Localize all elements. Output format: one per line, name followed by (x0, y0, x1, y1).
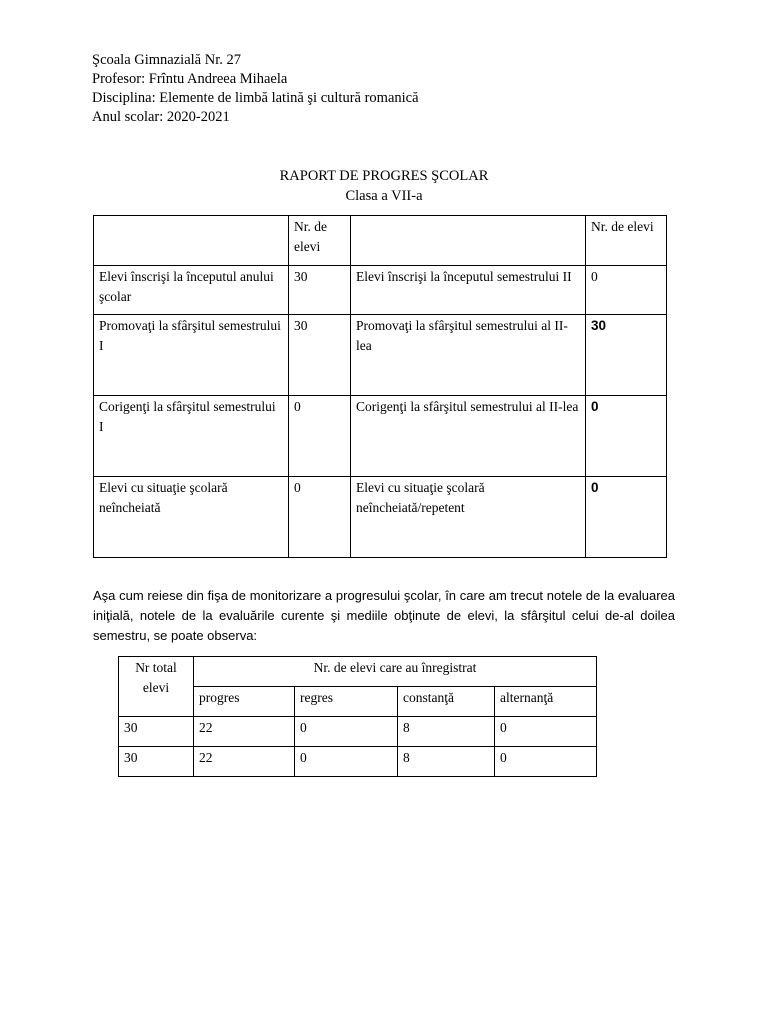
table-cell: 8 (398, 717, 495, 747)
column-header: constanţă (398, 687, 495, 717)
row-label: Promovaţi la sfârşitul semestrului I (94, 315, 289, 396)
row-value: 30 (289, 315, 351, 396)
table-row (119, 747, 597, 777)
row-label: Elevi cu situaţie şcolară neîncheiată (94, 477, 289, 558)
discipline: Disciplina: Elemente de limbă latină şi cultură romanică (92, 90, 419, 106)
column-header: Nr. de elevi (586, 216, 667, 266)
group-header: Nr. de elevi care au înregistrat (194, 657, 597, 687)
table-row (94, 396, 667, 477)
table-cell: 30 (119, 717, 194, 747)
table-row (94, 216, 667, 266)
table-cell: 22 (194, 717, 295, 747)
table-cell: 0 (495, 717, 597, 747)
teacher-name: Profesor: Frîntu Andreea Mihaela (92, 71, 288, 87)
table-cell: 0 (495, 747, 597, 777)
row-value: 0 (586, 477, 667, 558)
row-value: 0 (289, 396, 351, 477)
row-label: Corigenţi la sfârşitul semestrului al II-lea (351, 396, 586, 477)
report-title-block (0, 166, 768, 206)
table-row (119, 657, 597, 687)
row-label: Promovaţi la sfârşitul semestrului al II-lea (351, 315, 586, 396)
row-value: 0 (586, 266, 667, 315)
body-paragraph: Aşa cum reiese din fişa de monitorizare a progresului şcolar, în care am trecut notele de la evaluarea iniţială, notele de la evaluările curente şi mediile obţinute de elevi, la sfârşitul celui de-al doilea semestru, se poate observa: (93, 588, 675, 643)
table-row (94, 477, 667, 558)
school-name: Şcoala Gimnazială Nr. 27 (92, 52, 241, 68)
column-header: Nr total elevi (119, 657, 194, 717)
table-cell: 8 (398, 747, 495, 777)
row-label: Corigenţi la sfârşitul semestrului I (94, 396, 289, 477)
table-cell (94, 216, 289, 266)
table-cell: 22 (194, 747, 295, 777)
row-label: Elevi cu situaţie şcolară neîncheiată/repetent (351, 477, 586, 558)
document-header (92, 51, 419, 127)
column-header: Nr. de elevi (289, 216, 351, 266)
school-year: Anul scolar: 2020-2021 (92, 109, 230, 125)
row-value: 30 (289, 266, 351, 315)
row-label: Elevi înscrişi la începutul anului şcolar (94, 266, 289, 315)
table-cell (351, 216, 586, 266)
row-value: 0 (289, 477, 351, 558)
table-cell: 0 (295, 717, 398, 747)
column-header: progres (194, 687, 295, 717)
table-row (94, 266, 667, 315)
column-header: alternanţă (495, 687, 597, 717)
row-value: 0 (586, 396, 667, 477)
report-title: RAPORT DE PROGRES ŞCOLAR (279, 168, 489, 184)
status-table (93, 215, 667, 558)
row-label: Elevi înscrişi la începutul semestrului II (351, 266, 586, 315)
table-row (94, 315, 667, 396)
row-value: 30 (586, 315, 667, 396)
report-class: Clasa a VII-a (345, 188, 423, 204)
table-cell: 0 (295, 747, 398, 777)
table-cell: 30 (119, 747, 194, 777)
column-header: regres (295, 687, 398, 717)
progress-table (118, 656, 597, 777)
table-row (119, 717, 597, 747)
